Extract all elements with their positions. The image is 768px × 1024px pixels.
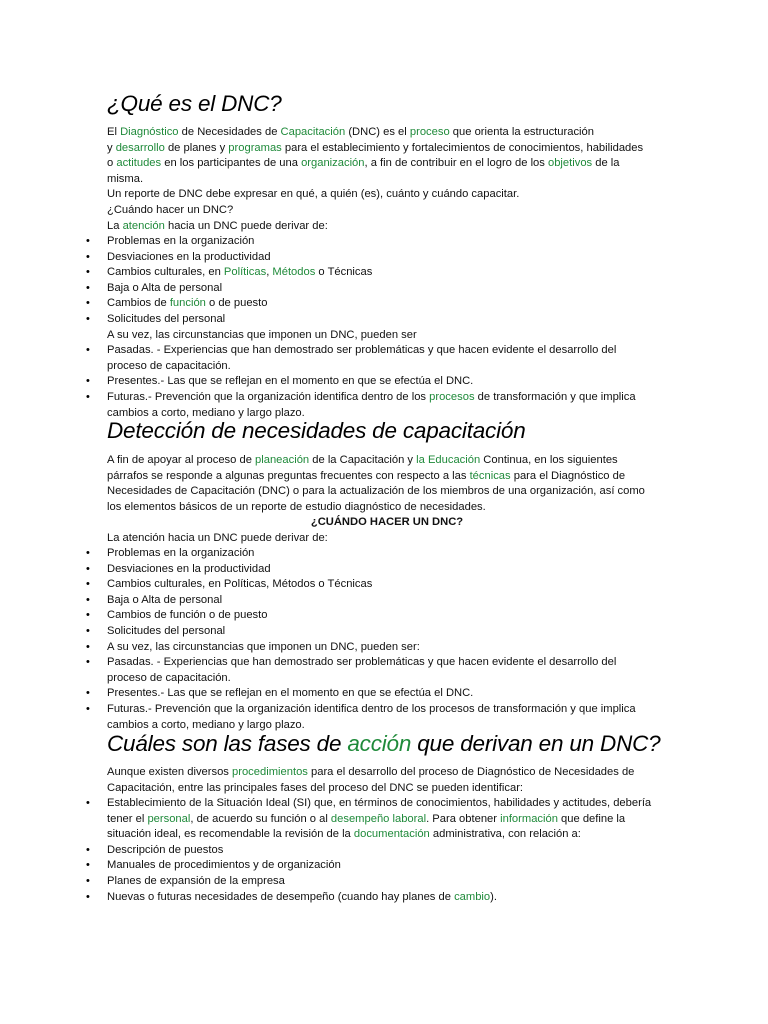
list-item: • Presentes.- Las que se reflejan en el momento en que se efectúa el DNC. (107, 686, 667, 702)
text: cambios a corto, mediano y largo plazo. (107, 718, 305, 731)
list-causas-dnc-2 (107, 546, 667, 733)
text: que derivan en un DNC? (411, 731, 661, 756)
list-item: • A su vez, las circunstancias que imponen un DNC, pueden ser: (107, 640, 667, 656)
intro-line-5: Un reporte de DNC debe expresar en qué, a quién (es), cuánto y cuándo capacitar. (107, 188, 520, 201)
text: • Futuras.- Prevención que la organización identifica dentro de los procesos de transformación y que implica (107, 702, 636, 715)
list-item: • Problemas en la organización (107, 234, 667, 250)
section-2-paragraph (107, 453, 667, 547)
section-2-line-1 (107, 453, 667, 469)
text: para el Diagnóstico de (510, 469, 626, 482)
text: cambios a corto, mediano y largo plazo. (107, 406, 305, 419)
text: de planes y (164, 141, 229, 154)
text: El (107, 126, 121, 138)
link-documentacion[interactable]: documentación (353, 828, 430, 841)
list-item: • Baja o Alta de personal (107, 281, 667, 297)
list-item: • Solicitudes del personal (107, 312, 667, 328)
list-item: • Desviaciones en la productividad (107, 562, 667, 578)
text: o Técnicas (315, 266, 373, 279)
text: y (107, 141, 116, 154)
text: • Pasadas. - Experiencias que han demostrado ser problemáticas y que hacen evidente el desarrollo del (107, 344, 617, 357)
section-3-paragraph (107, 765, 667, 796)
heading-que-es-dnc: ¿Qué es el DNC? (107, 91, 282, 116)
link-desempeno-laboral[interactable]: desempeño laboral (330, 812, 427, 825)
list-item: • Planes de expansión de la empresa (107, 874, 667, 890)
intro-line-1 (107, 125, 667, 141)
link-diagnostico[interactable]: Diagnóstico (120, 126, 179, 138)
section-2-line-2 (107, 469, 667, 485)
link-actitudes[interactable]: actitudes (116, 157, 162, 170)
list-item: • Cambios culturales, en Políticas, Métodos o Técnicas (107, 577, 667, 593)
text: o (107, 157, 117, 170)
section-3-line-1 (107, 765, 667, 781)
link-politicas[interactable]: Políticas (223, 266, 267, 279)
heading-deteccion: Detección de necesidades de capacitación (107, 418, 526, 443)
text: que orienta la estructuración (449, 126, 594, 138)
text: de Necesidades de (178, 126, 281, 138)
text: Aunque existen diversos (107, 766, 233, 778)
list-fases (107, 796, 667, 905)
text: ). (490, 890, 497, 903)
text: , de acuerdo su función o al (190, 812, 331, 825)
list-item (107, 343, 667, 374)
text: en los participantes de una (161, 157, 302, 170)
link-procedimientos[interactable]: procedimientos (232, 766, 308, 778)
text: de la (592, 157, 620, 170)
section-2-line-3: Necesidades de Capacitación (DNC) o para la actualización de los miembros de una organización, así como (107, 485, 645, 498)
list-item: • Presentes.- Las que se reflejan en el momento en que se efectúa el DNC. (107, 374, 667, 390)
text (107, 390, 667, 406)
text: , a fin de contribuir en el logro de los (364, 157, 548, 170)
intro-line-7 (107, 219, 667, 235)
list-item (107, 702, 667, 733)
link-personal[interactable]: personal (147, 812, 191, 825)
section-2-line-5: La atención hacia un DNC puede derivar de: (107, 531, 328, 544)
list-item: • Solicitudes del personal (107, 624, 667, 640)
text: . Para obtener (426, 812, 501, 825)
text: • Pasadas. - Experiencias que han demostrado ser problemáticas y que hacen evidente el desarrollo del (107, 656, 617, 669)
list-item (107, 890, 667, 906)
section-2-line-4: los elementos básicos de un reporte de estudio diagnóstico de necesidades. (107, 500, 486, 513)
text: Continua, en los siguientes (480, 454, 618, 466)
list-causas-dnc (107, 234, 667, 421)
section-3-line-2: Capacitación, entre las principales fases del proceso del DNC se pueden identificar: (107, 781, 524, 794)
link-atencion[interactable]: atención (122, 219, 165, 232)
text: para el establecimiento y fortalecimientos de conocimientos, habilidades (281, 141, 644, 154)
text: Nuevas o futuras necesidades de desempeño (cuando hay planes de (107, 890, 455, 903)
text: Cambios de (107, 297, 170, 310)
list-item (107, 390, 667, 421)
text: La (107, 219, 123, 232)
list-item (107, 655, 667, 686)
text: , (266, 266, 273, 279)
list-item: • Baja o Alta de personal (107, 593, 667, 609)
text: que define la (557, 812, 626, 825)
text: tener el (107, 812, 148, 825)
list-item: • Problemas en la organización (107, 546, 667, 562)
intro-line-6: ¿Cuándo hacer un DNC? (107, 203, 234, 216)
intro-line-2 (107, 141, 667, 157)
text: para el desarrollo del proceso de Diagnóstico de Necesidades de (307, 766, 635, 778)
text: Cuáles son las fases de (107, 731, 348, 756)
text: Futuras.- Prevención que la organización identifica dentro de los (107, 390, 430, 403)
text: o de puesto (205, 297, 268, 310)
link-desarrollo[interactable]: desarrollo (115, 141, 165, 154)
list-item: • Cambios de función o de puesto (107, 608, 667, 624)
list-item: • Desviaciones en la productividad (107, 250, 667, 266)
text: de transformación y que implica (474, 390, 636, 403)
text (107, 827, 667, 843)
text: párrafos se responde a algunas preguntas frecuentes con respecto a las (107, 469, 470, 482)
text: de la Capacitación y (309, 454, 417, 466)
subheading-cuando: ¿CUÁNDO HACER UN DNC? (310, 516, 464, 529)
link-accion[interactable]: acción (347, 731, 412, 756)
link-programas[interactable]: programas (228, 141, 282, 154)
intro-paragraph (107, 125, 667, 234)
intro-line-3 (107, 156, 667, 172)
list-item (107, 796, 667, 843)
text: situación ideal, es recomendable la revisión de la (107, 828, 354, 841)
text: proceso de capacitación. (107, 359, 231, 372)
text: A fin de apoyar al proceso de (107, 454, 256, 466)
link-objetivos[interactable]: objetivos (547, 157, 593, 170)
list-item: • Manuales de procedimientos y de organización (107, 858, 667, 874)
link-funcion[interactable]: función (169, 297, 206, 310)
heading-fases (107, 731, 661, 757)
text: proceso de capacitación. (107, 671, 231, 684)
link-planeacion[interactable]: planeación (255, 454, 310, 466)
list-item (107, 265, 667, 281)
text: • Establecimiento de la Situación Ideal (SI) que, en términos de conocimientos, habilidades y actitudes, debería (107, 797, 652, 809)
link-proceso[interactable]: proceso (409, 126, 450, 138)
link-procesos[interactable]: procesos (429, 390, 475, 403)
link-informacion[interactable]: información (500, 812, 558, 825)
list-item: • Descripción de puestos (107, 843, 667, 859)
link-metodos[interactable]: Métodos (272, 266, 316, 279)
link-organizacion[interactable]: organización (301, 157, 365, 170)
link-capacitacion[interactable]: Capacitación (280, 126, 346, 138)
text: administrativa, con relación a: (429, 828, 581, 841)
text: hacia un DNC puede derivar de: (164, 219, 328, 232)
link-la-educacion[interactable]: la Educación (416, 454, 481, 466)
text (107, 812, 667, 828)
text: (DNC) es el (345, 126, 410, 138)
intro-line-4: misma. (107, 172, 144, 185)
text: Cambios culturales, en (107, 266, 224, 279)
link-tecnicas[interactable]: técnicas (469, 469, 511, 482)
list-text: A su vez, las circunstancias que imponen un DNC, pueden ser (107, 328, 417, 341)
list-item (107, 296, 667, 312)
link-cambio[interactable]: cambio (454, 890, 491, 903)
